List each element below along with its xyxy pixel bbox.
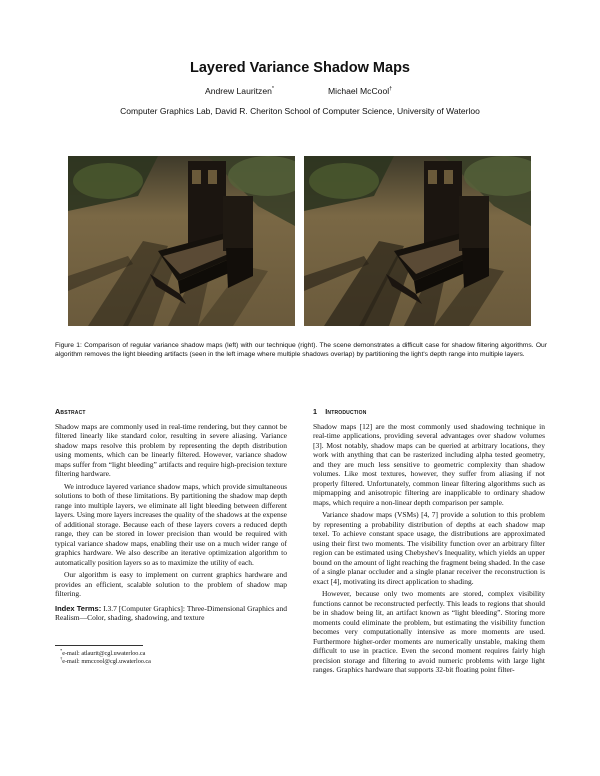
figure-left-image (68, 156, 295, 326)
author-2: Michael McCool (328, 86, 390, 96)
footnote-marker: * (271, 86, 275, 93)
author-name (205, 86, 274, 96)
introduction-heading-text: Introduction (325, 407, 367, 416)
abstract-paragraph: We introduce layered variance shadow maps, which provide simultaneous solutions to both of these limitations. By partitioning the shadow map depth range into multiple layers, we eliminate all light bleeding between different layers. Using more layers increases the quality of the shadows at the expense of additional storage. Because each of these layers covers a reduced depth range, they can be stored in lower precision than would be required with typical variance shadow maps, enabling their use on a much wider range of graphics hardware. We also describe an iterative optimization algorithm to automatically position layers so as to maximize the utility of each. (55, 481, 287, 567)
left-column (55, 407, 287, 623)
author-1: Andrew Lauritzen (205, 86, 272, 96)
footnotes (60, 647, 280, 666)
introduction-paragraph: Variance shadow maps (VSMs) [4, 7] provide a solution to this problem by representing a probability distribution of depths at each shadow map texel. To achieve constant space usage, the distributions are approximated using their first two moments. The visibility function over an arbitrary filter region can be estimated using Chebyshev's Inequality, which yields an upper bound on the amount of light reaching the fragment being shaded. In the case of a single planar occluder and a single planar receiver the reconstruction is exact [4], motivating its direct application to shading. (313, 510, 546, 586)
figure-right-image (304, 156, 531, 326)
right-column (313, 407, 545, 678)
abstract-heading (55, 407, 287, 417)
footnote-text: e-mail: atlaurit@cgl.uwaterloo.ca (62, 650, 146, 657)
scene-render-right (304, 156, 531, 326)
scene-render-left (68, 156, 295, 326)
author-name (328, 86, 392, 96)
index-terms-label: Index Terms: (55, 603, 102, 613)
introduction-heading (313, 407, 545, 417)
abstract-paragraph: Our algorithm is easy to implement on current graphics hardware and provides an efficient, scalable solution to the problem of shadow map filtering. (55, 570, 287, 598)
section-number: 1 (313, 407, 318, 416)
figure-caption: Figure 1: Comparison of regular variance shadow maps (left) with our technique (right). The scene demonstrates a difficult case for shadow filtering algorithms. Our algorithm removes the light bleeding artifacts (seen in the left image where multiple shadows overlap) by partitioning the light's depth range into multiple layers. (55, 342, 547, 359)
footnote-marker: † (389, 86, 393, 93)
introduction-paragraph: However, because only two moments are stored, complex visibility functions cannot be reconstructed perfectly. This leads to regions that should be in shadow being lit, an artifact known as “light bleeding”. Storing more moments could eliminate the problem, but estimating the visibility function becomes very computationally intensive as more moments are used. Furthermore higher-order moments are numerically unstable, making them difficult to use in practice. Even the second moment requires fairly high precision storage and filtering to avoid numeric problems with large light ranges. Graphics hardware that supports 32-bit floating point filter- (313, 589, 545, 674)
abstract-paragraph: Shadow maps are commonly used in real-time rendering, but they cannot be filtered linearly like standard color, resulting in severe aliasing. Variance shadow maps resolve this problem by representing the depth distribution using moments, which can be linearly filtered. However, variance shadow maps suffer from “light bleeding” artifacts and require high-precision texture filtering hardware. (55, 421, 287, 478)
footnote-email-2 (60, 655, 280, 666)
footnote-text: e-mail: mmccool@cgl.uwaterloo.ca (62, 658, 151, 665)
index-terms (55, 604, 287, 623)
footnote-marker: * (60, 647, 63, 653)
introduction-paragraph: Shadow maps [12] are the most commonly used shadowing technique in real-time applications, providing several advantages over shadow volumes [3]. Most notably, shadow maps can be queried at arbitrary locations, they work with anything that can be rasterized including alpha tested geometry, and they are much less sensitive to geometric complexity than shadow volumes. Like most textures, however, they suffer from aliasing if not properly filtered. Unfortunately, common linear filtering algorithms such as mipmapping and anisotropic filtering are inapplicable to ordinary shadow maps, which require a non-linear depth comparison per sample. (313, 421, 545, 507)
footnote-marker: † (60, 655, 63, 661)
index-terms-text: I.3.7 [Computer Graphics]: Three-Dimensional Graphics and Realism—Color, shading, shadowing, and texture (55, 603, 287, 622)
footnote-divider (55, 645, 143, 646)
abstract-heading-text: Abstract (55, 407, 86, 416)
paper-title: Layered Variance Shadow Maps (189, 60, 410, 76)
affiliation: Computer Graphics Lab, David R. Cheriton School of Computer Science, University of Waterloo (120, 106, 480, 116)
footnote-email-1 (60, 647, 280, 658)
